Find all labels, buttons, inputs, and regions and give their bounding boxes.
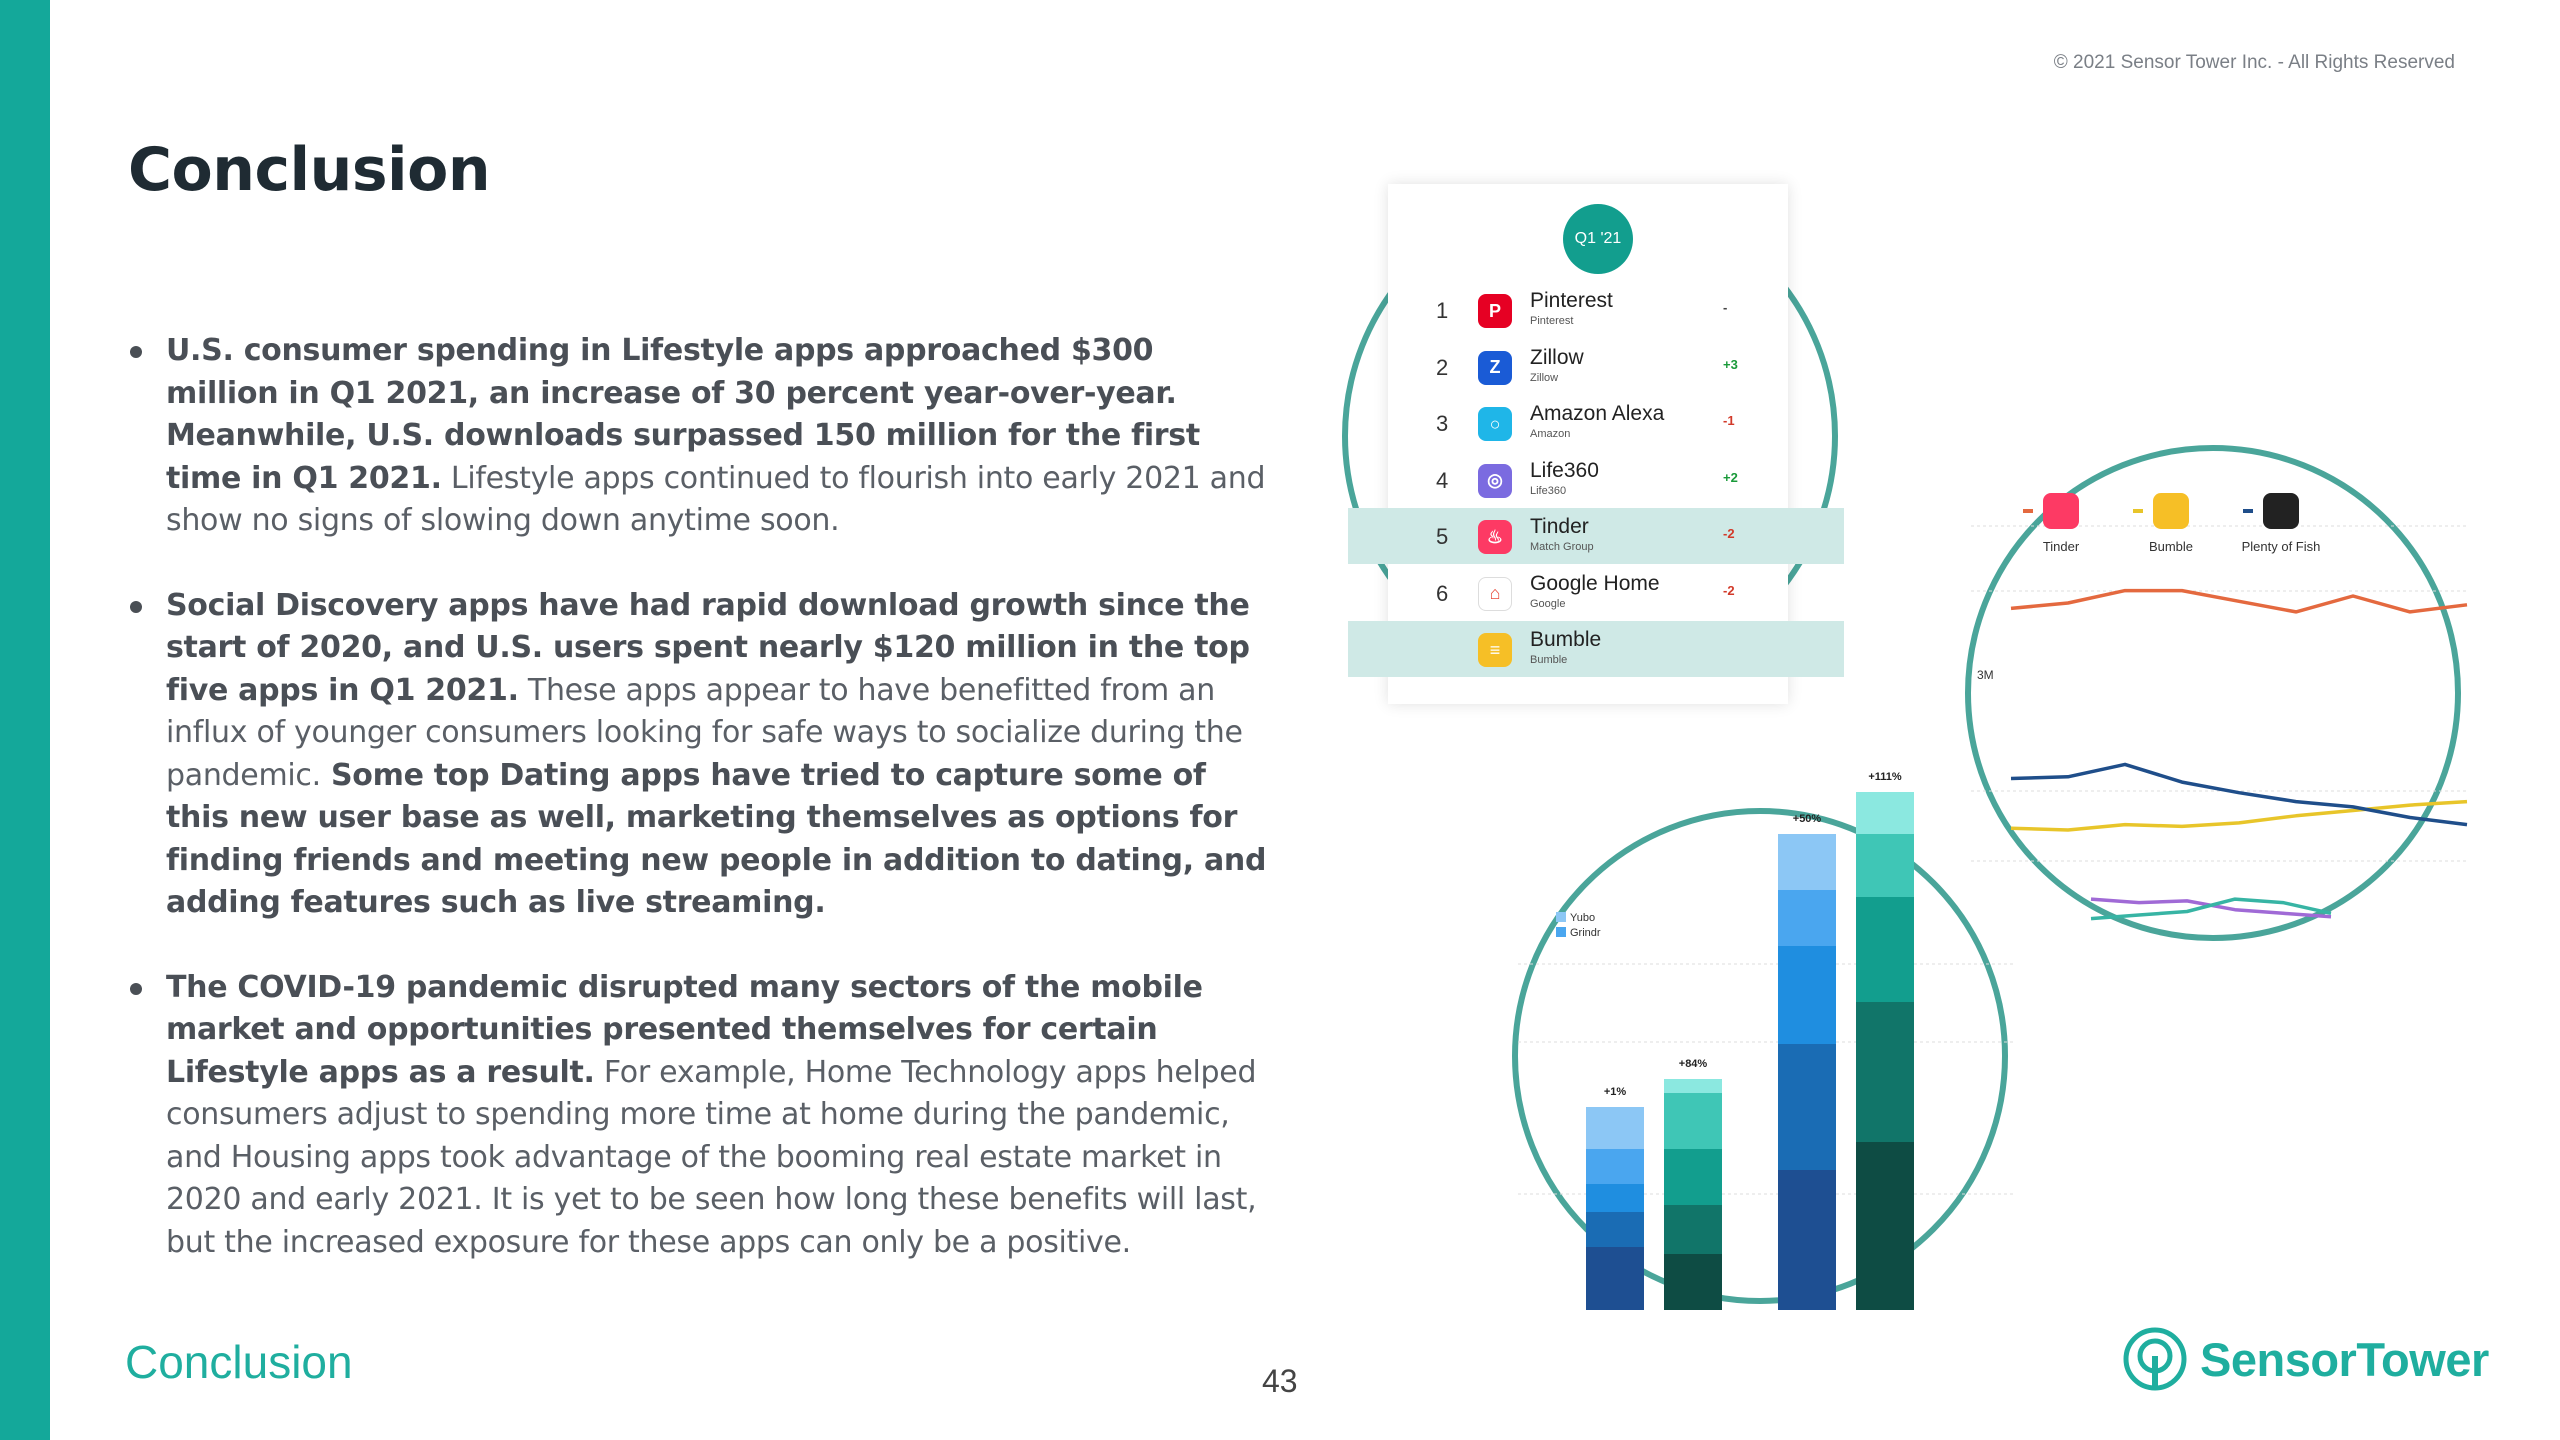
rank-number: 1 — [1436, 298, 1449, 323]
app-publisher: Pinterest — [1530, 315, 1574, 327]
legend-app-icon — [2043, 493, 2079, 529]
bullet-bold-text: Some top Dating apps have tried to capture some of this new user base as well, marketing themselves as options for finding friends and meeting new people in addition to dating, and adding features such as live streaming. — [166, 757, 1267, 920]
app-icon: ○ — [1478, 407, 1512, 441]
legend-swatch — [1556, 927, 1566, 937]
bullet-text: For example, Home Technology apps helped consumers adjust to spending more time at home during the pandemic, and Housing apps took advantage of the booming real estate market in 2020 and early 2021. It is yet to be seen how long these benefits will last, but the increased exposure for these apps can only be a positive. — [166, 1054, 1257, 1260]
legend-label: Grindr — [1570, 927, 1601, 939]
copyright-notice: © 2021 Sensor Tower Inc. - All Rights Reserved — [2053, 52, 2455, 73]
app-name: Amazon Alexa — [1530, 402, 1665, 425]
app-publisher: Match Group — [1530, 541, 1594, 553]
bullet-item — [128, 585, 1268, 925]
rank-change: +3 — [1723, 356, 1738, 372]
bar-label: +84% — [1678, 1058, 1708, 1070]
app-icon: ≡ — [1478, 633, 1512, 667]
bar-label: +111% — [1868, 771, 1902, 783]
page-title: Conclusion — [128, 135, 491, 205]
app-publisher: Bumble — [1530, 654, 1568, 666]
legend-label: Bumble — [2148, 539, 2194, 554]
bar-segment — [1586, 1107, 1644, 1149]
ranking-row — [1348, 282, 1844, 338]
ranking-row — [1348, 339, 1844, 395]
sensor-tower-logo-icon — [2122, 1326, 2188, 1392]
bullet-item — [128, 330, 1268, 543]
series-line — [2011, 764, 2467, 824]
app-publisher: Amazon — [1530, 428, 1571, 440]
bar-segment — [1664, 1205, 1722, 1254]
legend-label: Tinder — [2042, 539, 2080, 554]
bar-segment — [1778, 1170, 1836, 1310]
app-name: Bumble — [1530, 628, 1602, 651]
bullet-list — [128, 330, 1268, 1306]
bar-segment — [1856, 1142, 1914, 1310]
rank-number: 5 — [1436, 524, 1449, 549]
rank-number: 2 — [1436, 354, 1449, 380]
bar-segment — [1586, 1184, 1644, 1212]
bullet-bold-text: U.S. consumer spending in Lifestyle apps approached $300 million in Q1 2021, an increase of 30 percent year-over-year. Meanwhile, U.S. downloads surpassed 150 million for the first time in Q1 2021. — [166, 333, 1200, 496]
ranking-row — [1348, 395, 1844, 451]
bar-chart — [1518, 771, 2014, 1310]
bullet-text: These apps appear to have benefitted from an influx of younger consumers looking for safe ways to socialize during the pandemic. — [166, 672, 1243, 793]
brand-logo — [2122, 1326, 2489, 1392]
legend-label: Yubo — [1570, 912, 1596, 924]
app-name: Pinterest — [1530, 289, 1613, 312]
bar-segment — [1586, 1212, 1644, 1247]
series-line — [2091, 899, 2331, 917]
legend-app-icon — [2153, 493, 2189, 529]
rank-change: -1 — [1723, 413, 1735, 428]
bar-segment — [1586, 1247, 1644, 1310]
rank-change: -2 — [1723, 526, 1735, 541]
app-icon: Z — [1478, 351, 1512, 385]
rank-change: - — [1723, 300, 1728, 315]
y-tick-label: 3M — [1977, 668, 1994, 682]
footer-section-title: Conclusion — [125, 1336, 353, 1388]
rank-change: -2 — [1723, 582, 1735, 598]
app-publisher: Life360 — [1530, 484, 1567, 497]
ranking-row — [1348, 452, 1844, 508]
ranking-list — [1348, 194, 1844, 690]
bar-segment — [1856, 1002, 1914, 1142]
app-name: Zillow — [1530, 345, 1584, 369]
legend-swatch — [1556, 912, 1566, 922]
rank-number: 3 — [1436, 411, 1449, 436]
app-name: Tinder — [1530, 515, 1589, 538]
ranking-row — [1348, 621, 1844, 677]
bar-segment — [1664, 1254, 1722, 1310]
bullet-bold-text: The COVID-19 pandemic disrupted many sectors of the mobile market and opportunities presented themselves for certain Lifestyle apps as a result. — [166, 969, 1203, 1090]
bullet-item — [128, 967, 1268, 1265]
page-number: 43 — [1262, 1363, 1298, 1399]
legend-app-icon — [2263, 493, 2299, 529]
app-publisher: Zillow — [1530, 371, 1559, 384]
bullet-bold-text: Social Discovery apps have had rapid download growth since the start of 2020, and U.S. users spent nearly $120 million in the top five apps in Q1 2021. — [166, 587, 1250, 708]
bar-segment — [1586, 1149, 1644, 1184]
app-publisher: Google — [1530, 597, 1566, 610]
app-icon: ◎ — [1478, 464, 1512, 498]
left-accent-bar — [0, 0, 50, 1440]
bar-segment — [1856, 792, 1914, 834]
bar-segment — [1664, 1093, 1722, 1149]
bar-segment — [1664, 1149, 1722, 1205]
app-icon: ♨ — [1478, 520, 1512, 554]
app-name: Google Home — [1530, 571, 1660, 595]
bar-segment — [1856, 897, 1914, 1002]
ranking-row — [1348, 508, 1844, 564]
app-icon: P — [1478, 294, 1512, 328]
ranking-circle — [1342, 188, 1838, 684]
legend-label: Plenty of Fish — [2241, 539, 2321, 554]
bar-segment — [1778, 1044, 1836, 1170]
bar-segment — [1778, 946, 1836, 1044]
bullet-text: Lifestyle apps continued to flourish into early 2021 and show no signs of slowing down anytime soon. — [166, 460, 1266, 538]
rank-change: +2 — [1723, 469, 1738, 485]
rank-number: 4 — [1436, 467, 1449, 493]
bar-chart-circle — [1512, 771, 2008, 1304]
bar-segment — [1778, 890, 1836, 946]
line-chart-circle — [1965, 445, 2461, 941]
ranking-row — [1348, 565, 1844, 621]
quarter-badge: Q1 '21 — [1563, 204, 1633, 274]
bar-segment — [1664, 1079, 1722, 1093]
bar-segment — [1856, 834, 1914, 897]
bar-label: +50% — [1792, 813, 1822, 825]
line-chart — [1971, 451, 2467, 947]
series-line — [2011, 591, 2467, 612]
rank-number: 6 — [1436, 580, 1449, 606]
bar-segment — [1778, 834, 1836, 890]
app-icon: ⌂ — [1478, 577, 1512, 611]
bar-label: +1% — [1603, 1086, 1627, 1098]
brand-name: SensorTower — [2200, 1332, 2489, 1386]
app-name: Life360 — [1530, 458, 1599, 482]
